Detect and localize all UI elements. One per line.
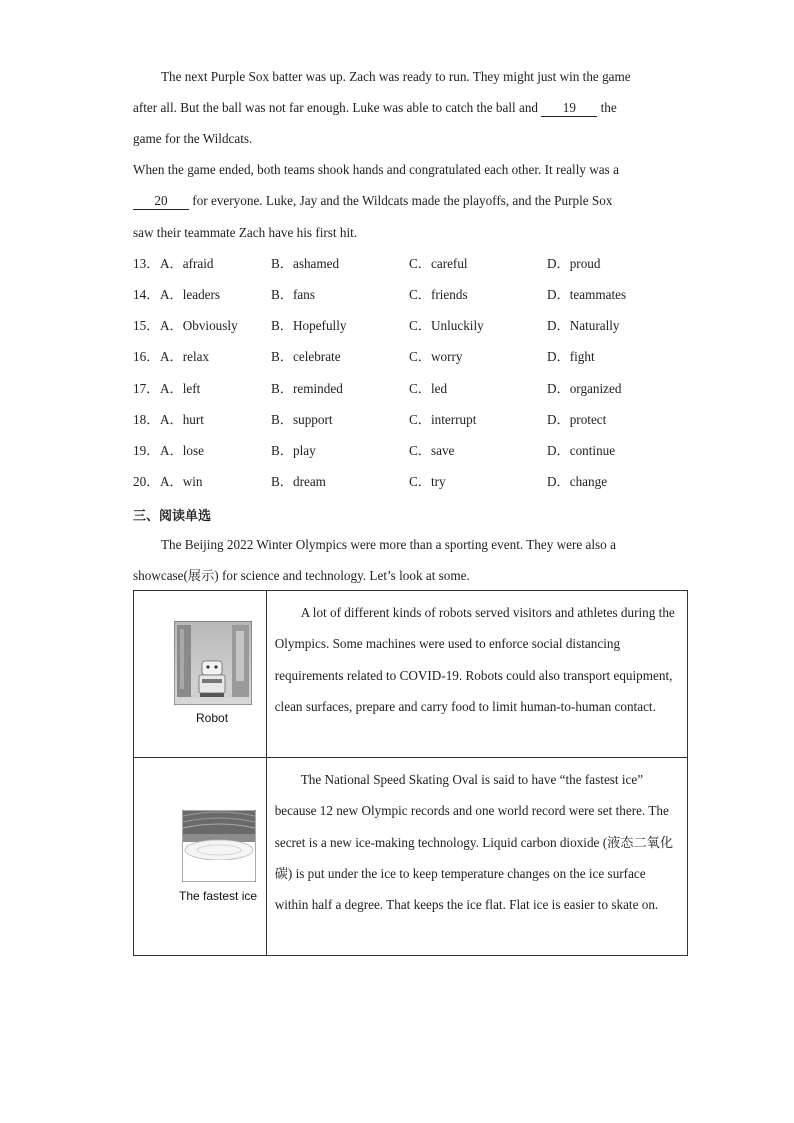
option-d: D．teammates (547, 287, 627, 302)
image-caption: Robot (196, 711, 229, 725)
table-row-fastest-ice (134, 758, 688, 956)
blank-19: 19 (541, 100, 597, 117)
question-number: 17． (133, 381, 160, 396)
section-title: 三、阅读单选 (133, 509, 212, 524)
option-b: B．fans (271, 287, 315, 302)
option-a: A．hurt (160, 412, 204, 427)
option-c: C．Unluckily (409, 318, 484, 333)
option-b: B．support (271, 412, 333, 427)
option-c: C．friends (409, 287, 468, 302)
option-a: A．left (160, 381, 201, 396)
text-cell (266, 591, 687, 758)
robot-photo (174, 621, 252, 705)
paragraph-text: A lot of different kinds of robots served visitors and athletes during the Olympics. Some machines were used to enforce social distancing requirements related to COVID-19. Robots could also transport equipment, clean surfaces, prepare and carry food to limit human-to-human contact. (274, 605, 675, 714)
option-a: A．win (160, 474, 203, 489)
option-c: C．worry (409, 349, 463, 364)
image-caption: The fastest ice (179, 889, 258, 903)
passage-line-2-start: after all. But the ball was not far enough. Luke was able to catch the ball and (133, 100, 539, 115)
option-b: B．play (271, 443, 316, 458)
robot-paragraph (267, 591, 687, 730)
passage-line-5 (133, 193, 612, 210)
option-b: B．dream (271, 474, 326, 489)
image-cell (134, 758, 267, 956)
option-c: C．interrupt (409, 412, 477, 427)
option-d: D．Naturally (547, 318, 620, 333)
option-c: C．save (409, 443, 455, 458)
reading-intro-line-1: The Beijing 2022 Winter Olympics were more than a sporting event. They were also a (161, 537, 616, 552)
option-b: B．reminded (271, 381, 343, 396)
option-b: B．celebrate (271, 349, 341, 364)
table-row-robot (134, 591, 688, 758)
option-d: D．change (547, 474, 608, 489)
passage-line-6: saw their teammate Zach have his first hit. (133, 225, 358, 240)
ice-paragraph (267, 758, 687, 928)
question-number: 14． (133, 287, 160, 302)
text-cell (266, 758, 687, 956)
blank-20: 20 (133, 193, 189, 210)
passage-line-5-end: for everyone. Luke, Jay and the Wildcats made the playoffs, and the Purple Sox (192, 193, 613, 208)
option-d: D．protect (547, 412, 607, 427)
option-c: C．led (409, 381, 448, 396)
passage-line-2 (133, 100, 617, 117)
question-number: 19． (133, 443, 160, 458)
option-d: D．proud (547, 256, 601, 271)
option-c: C．try (409, 474, 446, 489)
paragraph-text: The National Speed Skating Oval is said to have “the fastest ice” because 12 new Olympic records and one world record were set there. The secret is a new ice-making technology. Liquid carbon dioxide (液态二氧化碳) is put under the ice to keep temperature changes on the ice surface within half a degree. That keeps the ice flat. Flat ice is easier to skate on. (274, 772, 674, 913)
passage-line-2-end: the (600, 100, 617, 115)
reading-intro-line-2: showcase(展示) for science and technology. Let’s look at some. (133, 568, 470, 583)
passage-line-3: game for the Wildcats. (133, 131, 253, 146)
option-a: A．leaders (160, 287, 221, 302)
option-a: A．Obviously (160, 318, 238, 333)
option-d: D．fight (547, 349, 595, 364)
option-b: B．Hopefully (271, 318, 347, 333)
passage-line-4: When the game ended, both teams shook hands and congratulated each other. It really was a (133, 162, 619, 177)
image-cell (134, 591, 267, 758)
ice-oval-photo (182, 810, 256, 882)
option-a: A．afraid (160, 256, 214, 271)
question-number: 16． (133, 349, 160, 364)
option-d: D．organized (547, 381, 622, 396)
passage-line-1: The next Purple Sox batter was up. Zach was ready to run. They might just win the game (161, 69, 631, 84)
question-number: 15． (133, 318, 160, 333)
option-b: B．ashamed (271, 256, 340, 271)
option-c: C．careful (409, 256, 468, 271)
option-a: A．lose (160, 443, 204, 458)
question-number: 18． (133, 412, 160, 427)
reading-table (133, 590, 688, 956)
question-number: 13． (133, 256, 160, 271)
option-d: D．continue (547, 443, 616, 458)
question-number: 20． (133, 474, 160, 489)
option-a: A．relax (160, 349, 210, 364)
